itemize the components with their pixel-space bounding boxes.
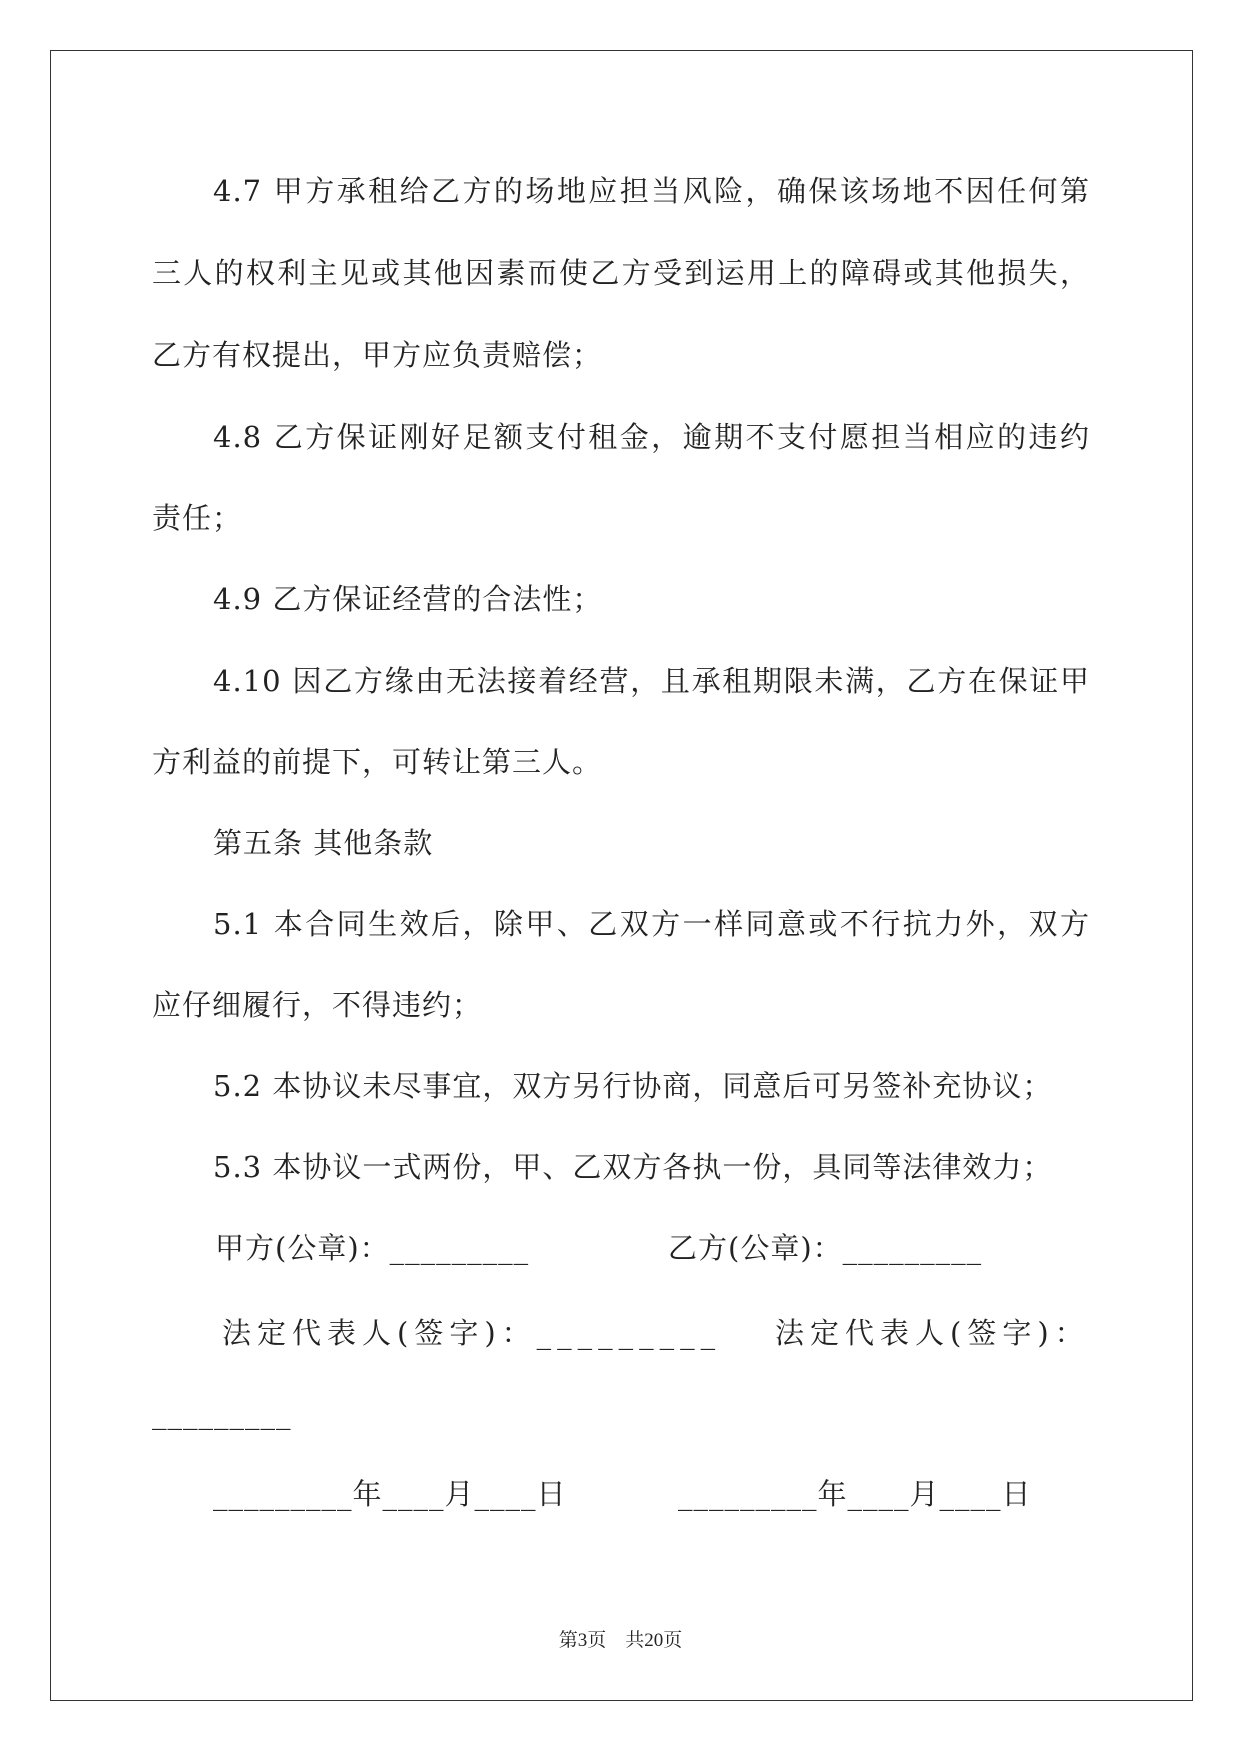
page-footer	[0, 1628, 1241, 1653]
party-b-seal-field: 乙方(公章)：_________	[668, 1231, 983, 1265]
party-b-representative-blank: _________	[152, 1396, 292, 1430]
party-b-representative-label: 法定代表人(签字)：	[775, 1316, 1090, 1350]
clause-4-9-line-1: 4.9 乙方保证经营的合法性；	[213, 582, 603, 616]
clause-4-7-line-3: 乙方有权提出，甲方应负责赔偿；	[152, 338, 603, 372]
party-a-representative-field: 法定代表人(签字)：_________	[222, 1316, 722, 1350]
party-b-date-field: _________年____月____日	[678, 1477, 1032, 1511]
clause-4-10-line-2: 方利益的前提下，可转让第三人。	[152, 745, 603, 779]
article-5-heading: 第五条 其他条款	[213, 826, 434, 860]
clause-4-8-line-2: 责任；	[152, 501, 243, 535]
footer-middle: 页 共	[587, 1629, 645, 1651]
clause-5-1-line-1: 5.1 本合同生效后，除甲、乙双方一样同意或不行抗力外，双方	[213, 907, 1090, 941]
clause-4-7-line-1: 4.7 甲方承租给乙方的场地应担当风险，确保该场地不因任何第	[213, 174, 1090, 208]
clause-5-1-line-2: 应仔细履行，不得违约；	[152, 988, 483, 1022]
party-a-date-field: _________年____月____日	[213, 1477, 567, 1511]
clause-4-7-line-2: 三人的权利主见或其他因素而使乙方受到运用上的障碍或其他损失，	[152, 256, 1090, 290]
party-a-seal-field: 甲方(公章)：_________	[215, 1231, 530, 1265]
clause-5-3-line-1: 5.3 本协议一式两份，甲、乙双方各执一份，具同等法律效力；	[213, 1150, 1053, 1184]
clause-4-10-line-1: 4.10 因乙方缘由无法接着经营，且承租期限未满，乙方在保证甲	[213, 664, 1090, 698]
clause-4-8-line-1: 4.8 乙方保证刚好足额支付租金，逾期不支付愿担当相应的违约	[213, 420, 1090, 454]
clause-5-2-line-1: 5.2 本协议未尽事宜，双方另行协商，同意后可另签补充协议；	[213, 1069, 1053, 1103]
footer-page-number: 3	[577, 1630, 588, 1651]
footer-prefix: 第	[558, 1629, 578, 1651]
footer-suffix: 页	[663, 1629, 683, 1651]
page-border	[50, 50, 1193, 1701]
footer-total-pages: 20	[644, 1630, 664, 1651]
